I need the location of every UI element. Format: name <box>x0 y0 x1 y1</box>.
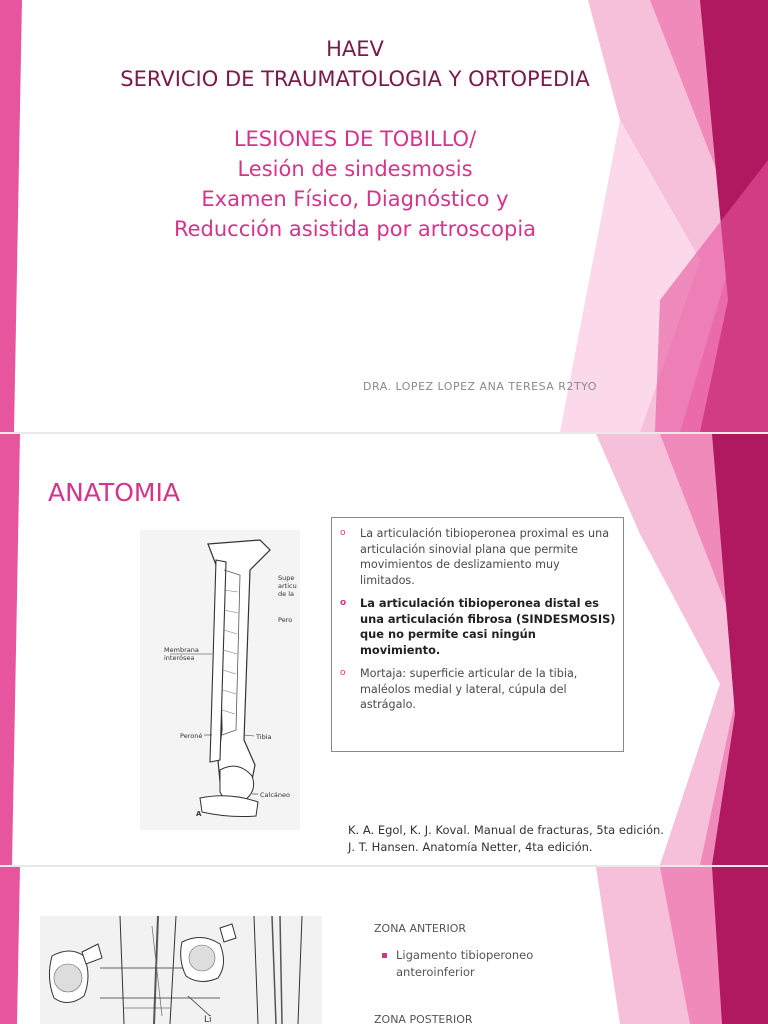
zone-anterior-item <box>382 947 596 981</box>
label-perone-top: Pero <box>278 616 293 624</box>
bullet-marker: o <box>340 528 346 538</box>
square-bullet-icon <box>382 953 387 958</box>
label-corner: A <box>196 810 202 818</box>
syndesmosis-illustration <box>40 916 322 1024</box>
bullet-mortaja <box>338 666 617 713</box>
title-slide <box>0 0 768 432</box>
bullet-marker: o <box>340 598 347 608</box>
label-superficie-3: de la <box>278 590 294 598</box>
slide-title: ANATOMIA <box>48 478 180 507</box>
label-li: Li <box>204 1015 212 1024</box>
label-tibia: Tibia <box>256 733 272 741</box>
label-perone: Peroné <box>180 732 203 740</box>
label-superficie-2: articu <box>278 582 297 590</box>
bullet-distal <box>338 596 617 658</box>
subtitle-line-3: Examen Físico, Diagnóstico y <box>201 187 509 211</box>
tibia-fibula-illustration <box>140 530 300 830</box>
anatomy-bullet-list <box>338 526 617 713</box>
subtitle-line-4: Reducción asistida por artroscopia <box>173 217 537 241</box>
subtitle-line-2: Lesión de sindesmosis <box>237 157 473 181</box>
bullet-text: La articulación tibioperonea distal es una articulación fibrosa (SINDESMOSIS) que no permite casi ningún movimiento. <box>360 596 616 657</box>
zone-anterior-heading: ZONA ANTERIOR <box>374 922 467 935</box>
zone-posterior-heading: ZONA POSTERIOR <box>374 1013 473 1024</box>
reference-1: K. A. Egol, K. J. Koval. Manual de fracturas, 5ta edición. <box>348 823 664 837</box>
subtitle-line-1: LESIONES DE TOBILLO/ <box>233 127 477 151</box>
author-line: DRA. LOPEZ LOPEZ ANA TERESA R2TYO <box>363 380 597 393</box>
title-line-servicio: SERVICIO DE TRAUMATOLOGIA Y ORTOPEDIA <box>120 67 590 91</box>
bullet-text: Mortaja: superficie articular de la tibia, maléolos medial y lateral, cúpula del astrágalo. <box>360 667 578 711</box>
title-block <box>40 34 670 94</box>
zone-anterior-item-text: Ligamento tibioperoneo anteroinferior <box>396 948 534 979</box>
reference-2: J. T. Hansen. Anatomía Netter, 4ta edición. <box>348 840 593 854</box>
label-interosea: interósea <box>164 654 195 662</box>
bullet-proximal <box>338 526 617 588</box>
title-line-haev: HAEV <box>326 37 384 61</box>
anatomy-text-box <box>331 517 624 752</box>
references <box>348 822 664 856</box>
label-membrana: Membrana <box>164 646 199 654</box>
bullet-text: La articulación tibioperonea proximal es una articulación sinovial plana que permite movimientos de deslizamiento muy limitados. <box>360 527 610 587</box>
label-calcaneo: Calcáneo <box>260 791 290 799</box>
zones-slide <box>0 867 768 1024</box>
label-superficie-1: Supe <box>278 574 295 582</box>
subtitle-block <box>40 124 670 244</box>
bullet-marker: o <box>340 668 346 678</box>
anatomy-slide <box>0 434 768 865</box>
